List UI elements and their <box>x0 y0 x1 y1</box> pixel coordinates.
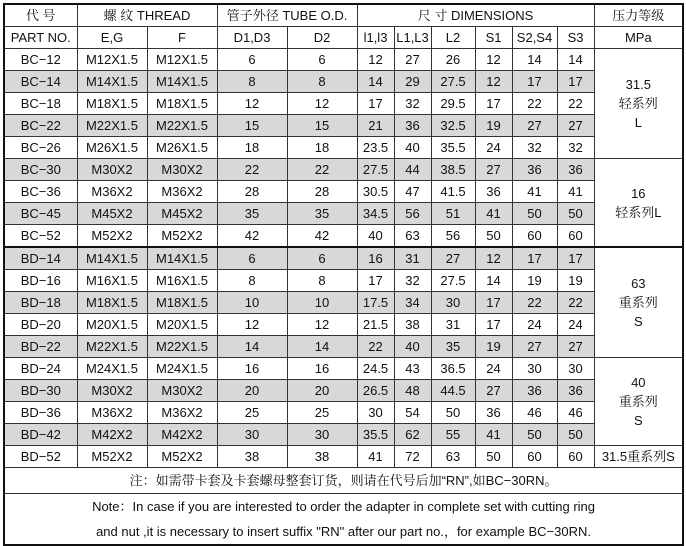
cell-thread-eg: M24X1.5 <box>77 358 147 380</box>
cell-s1: 36 <box>475 181 512 203</box>
header-tube-od: 管子外径 TUBE O.D. <box>217 4 357 27</box>
cell-l1l3: 24.5 <box>357 358 394 380</box>
cell-l2: 50 <box>431 402 475 424</box>
cell-l1l3: 17 <box>357 93 394 115</box>
pressure-group <box>594 358 683 446</box>
table-row <box>4 446 683 468</box>
cell-L1L3: 48 <box>394 380 431 402</box>
cell-part-no: BC−52 <box>4 225 77 248</box>
table-row <box>4 203 683 225</box>
cell-s2s4: 17 <box>512 71 557 93</box>
cell-s2s4: 22 <box>512 93 557 115</box>
cell-d2: 6 <box>287 49 357 71</box>
cell-l1l3: 21.5 <box>357 314 394 336</box>
cell-part-no: BC−30 <box>4 159 77 181</box>
cell-s3: 27 <box>557 115 594 137</box>
cell-part-no: BC−26 <box>4 137 77 159</box>
cell-l1l3: 40 <box>357 225 394 248</box>
header-d2: D2 <box>287 27 357 49</box>
cell-d1d3: 30 <box>217 424 287 446</box>
cell-s1: 19 <box>475 336 512 358</box>
cell-L1L3: 40 <box>394 336 431 358</box>
cell-s1: 14 <box>475 270 512 292</box>
cell-l1l3: 16 <box>357 247 394 270</box>
cell-s1: 17 <box>475 292 512 314</box>
cell-thread-eg: M52X2 <box>77 446 147 468</box>
cell-d1d3: 16 <box>217 358 287 380</box>
note-cn: 注：如需带卡套及卡套螺母整套订货，则请在代号后加“RN”,如BC−30RN。 <box>4 468 683 494</box>
cell-d2: 14 <box>287 336 357 358</box>
cell-d1d3: 10 <box>217 292 287 314</box>
cell-l1l3: 23.5 <box>357 137 394 159</box>
cell-s2s4: 19 <box>512 270 557 292</box>
cell-d2: 8 <box>287 270 357 292</box>
cell-part-no: BC−12 <box>4 49 77 71</box>
cell-d2: 10 <box>287 292 357 314</box>
cell-part-no: BD−16 <box>4 270 77 292</box>
pressure-tag: S <box>633 413 643 428</box>
table-row <box>4 358 683 380</box>
cell-d1d3: 38 <box>217 446 287 468</box>
cell-s1: 36 <box>475 402 512 424</box>
cell-thread-eg: M14X1.5 <box>77 71 147 93</box>
table-row <box>4 225 683 248</box>
cell-s3: 24 <box>557 314 594 336</box>
cell-s1: 50 <box>475 446 512 468</box>
table-row <box>4 71 683 93</box>
cell-part-no: BD−42 <box>4 424 77 446</box>
cell-d2: 42 <box>287 225 357 248</box>
cell-part-no: BD−14 <box>4 247 77 270</box>
cell-L1L3: 44 <box>394 159 431 181</box>
cell-s2s4: 50 <box>512 424 557 446</box>
cell-l2: 27.5 <box>431 270 475 292</box>
cell-l2: 44.5 <box>431 380 475 402</box>
header-d1d3: D1,D3 <box>217 27 287 49</box>
cell-d1d3: 35 <box>217 203 287 225</box>
cell-thread-eg: M30X2 <box>77 380 147 402</box>
cell-d1d3: 14 <box>217 336 287 358</box>
table-row <box>4 380 683 402</box>
cell-l1l3: 17.5 <box>357 292 394 314</box>
cell-thread-eg: M45X2 <box>77 203 147 225</box>
cell-s1: 50 <box>475 225 512 248</box>
cell-l1l3: 22 <box>357 336 394 358</box>
cell-d2: 22 <box>287 159 357 181</box>
cell-s3: 50 <box>557 424 594 446</box>
pressure-cls: 轻系列 <box>618 96 658 111</box>
cell-s3: 41 <box>557 181 594 203</box>
cell-d1d3: 8 <box>217 71 287 93</box>
cell-l2: 41.5 <box>431 181 475 203</box>
note-row-cn <box>4 468 683 494</box>
cell-l1l3: 41 <box>357 446 394 468</box>
cell-s3: 22 <box>557 93 594 115</box>
cell-s2s4: 30 <box>512 358 557 380</box>
cell-part-no: BD−22 <box>4 336 77 358</box>
cell-l2: 30 <box>431 292 475 314</box>
cell-thread-eg: M36X2 <box>77 402 147 424</box>
cell-L1L3: 31 <box>394 247 431 270</box>
cell-l2: 35 <box>431 336 475 358</box>
cell-s2s4: 27 <box>512 115 557 137</box>
cell-d2: 12 <box>287 93 357 115</box>
note-en-1: Note：In case if you are interested to order the adapter in complete set with cutting ring <box>4 494 683 520</box>
header-thread-f: F <box>147 27 217 49</box>
cell-s1: 27 <box>475 380 512 402</box>
cell-L1L3: 62 <box>394 424 431 446</box>
cell-s3: 27 <box>557 336 594 358</box>
table-row <box>4 402 683 424</box>
cell-d2: 20 <box>287 380 357 402</box>
table-row <box>4 181 683 203</box>
cell-l1l3: 35.5 <box>357 424 394 446</box>
cell-s3: 36 <box>557 159 594 181</box>
spec-table-container <box>3 3 684 546</box>
pressure-value: 40 <box>631 375 646 390</box>
cell-part-no: BC−14 <box>4 71 77 93</box>
cell-s1: 17 <box>475 93 512 115</box>
cell-d1d3: 20 <box>217 380 287 402</box>
cell-s3: 60 <box>557 225 594 248</box>
cell-part-no: BD−20 <box>4 314 77 336</box>
cell-s1: 12 <box>475 71 512 93</box>
cell-s1: 12 <box>475 247 512 270</box>
cell-s2s4: 22 <box>512 292 557 314</box>
header-row-2 <box>4 27 683 49</box>
header-part-no-cn: 代 号 <box>4 4 77 27</box>
cell-part-no: BC−18 <box>4 93 77 115</box>
header-pressure-cn: 压力等级 <box>594 4 683 27</box>
cell-s2s4: 60 <box>512 225 557 248</box>
cell-l1l3: 27.5 <box>357 159 394 181</box>
header-pressure-unit: MPa <box>594 27 683 49</box>
cell-s2s4: 14 <box>512 49 557 71</box>
pressure-group <box>594 159 683 248</box>
cell-thread-f: M52X2 <box>147 446 217 468</box>
cell-s3: 50 <box>557 203 594 225</box>
cell-l2: 55 <box>431 424 475 446</box>
cell-thread-f: M20X1.5 <box>147 314 217 336</box>
cell-s1: 41 <box>475 203 512 225</box>
pressure-cls: 重系列 <box>618 295 658 310</box>
cell-thread-f: M12X1.5 <box>147 49 217 71</box>
cell-d1d3: 6 <box>217 247 287 270</box>
cell-thread-eg: M36X2 <box>77 181 147 203</box>
cell-d1d3: 22 <box>217 159 287 181</box>
note-row-en-1 <box>4 494 683 520</box>
cell-L1L3: 38 <box>394 314 431 336</box>
cell-l1l3: 12 <box>357 49 394 71</box>
cell-d2: 18 <box>287 137 357 159</box>
cell-L1L3: 32 <box>394 93 431 115</box>
pressure-group <box>594 49 683 159</box>
cell-l1l3: 21 <box>357 115 394 137</box>
table-row <box>4 159 683 181</box>
cell-s2s4: 17 <box>512 247 557 270</box>
cell-s2s4: 32 <box>512 137 557 159</box>
cell-d2: 8 <box>287 71 357 93</box>
cell-part-no: BD−30 <box>4 380 77 402</box>
cell-part-no: BC−36 <box>4 181 77 203</box>
cell-s1: 41 <box>475 424 512 446</box>
cell-s3: 14 <box>557 49 594 71</box>
cell-part-no: BD−18 <box>4 292 77 314</box>
cell-thread-eg: M52X2 <box>77 225 147 248</box>
cell-s2s4: 36 <box>512 159 557 181</box>
cell-s3: 17 <box>557 71 594 93</box>
table-row <box>4 93 683 115</box>
cell-l2: 31 <box>431 314 475 336</box>
cell-thread-eg: M26X1.5 <box>77 137 147 159</box>
cell-d1d3: 12 <box>217 93 287 115</box>
cell-d1d3: 15 <box>217 115 287 137</box>
note-row-en-2 <box>4 519 683 545</box>
cell-thread-eg: M42X2 <box>77 424 147 446</box>
cell-s2s4: 41 <box>512 181 557 203</box>
cell-L1L3: 40 <box>394 137 431 159</box>
cell-d2: 12 <box>287 314 357 336</box>
table-row <box>4 247 683 270</box>
cell-d1d3: 28 <box>217 181 287 203</box>
cell-thread-f: M26X1.5 <box>147 137 217 159</box>
header-s2s4: S2,S4 <box>512 27 557 49</box>
cell-d2: 16 <box>287 358 357 380</box>
cell-thread-f: M16X1.5 <box>147 270 217 292</box>
cell-L1L3: 72 <box>394 446 431 468</box>
pressure-group <box>594 446 683 468</box>
header-thread-eg: E,G <box>77 27 147 49</box>
cell-d2: 25 <box>287 402 357 424</box>
header-L1L3: L1,L3 <box>394 27 431 49</box>
cell-s2s4: 24 <box>512 314 557 336</box>
cell-thread-f: M14X1.5 <box>147 247 217 270</box>
cell-thread-f: M18X1.5 <box>147 93 217 115</box>
table-row <box>4 424 683 446</box>
cell-thread-f: M22X1.5 <box>147 115 217 137</box>
cell-l2: 26 <box>431 49 475 71</box>
cell-L1L3: 29 <box>394 71 431 93</box>
cell-thread-eg: M18X1.5 <box>77 292 147 314</box>
cell-thread-f: M42X2 <box>147 424 217 446</box>
table-row <box>4 137 683 159</box>
cell-L1L3: 27 <box>394 49 431 71</box>
cell-thread-eg: M16X1.5 <box>77 270 147 292</box>
pressure-tag: S <box>633 314 643 329</box>
cell-l2: 29.5 <box>431 93 475 115</box>
cell-l2: 27 <box>431 247 475 270</box>
cell-l1l3: 17 <box>357 270 394 292</box>
header-l1l3: l1,l3 <box>357 27 394 49</box>
pressure-value: 31.5重系列S <box>601 449 675 464</box>
table-row <box>4 115 683 137</box>
cell-L1L3: 36 <box>394 115 431 137</box>
cell-d1d3: 8 <box>217 270 287 292</box>
table-row <box>4 292 683 314</box>
header-l2: L2 <box>431 27 475 49</box>
cell-s1: 17 <box>475 314 512 336</box>
note-en-2: and nut ,it is necessary to insert suffix "RN" after our part no.，for example BC−30RN. <box>4 519 683 545</box>
cell-thread-eg: M14X1.5 <box>77 247 147 270</box>
cell-thread-eg: M30X2 <box>77 159 147 181</box>
cell-d2: 6 <box>287 247 357 270</box>
cell-s1: 24 <box>475 358 512 380</box>
cell-L1L3: 43 <box>394 358 431 380</box>
cell-l1l3: 30.5 <box>357 181 394 203</box>
cell-s1: 27 <box>475 159 512 181</box>
cell-s2s4: 50 <box>512 203 557 225</box>
cell-thread-f: M36X2 <box>147 181 217 203</box>
cell-d1d3: 12 <box>217 314 287 336</box>
pressure-group <box>594 247 683 358</box>
cell-l2: 36.5 <box>431 358 475 380</box>
spec-table <box>3 3 684 546</box>
pressure-value: 63 <box>631 276 646 291</box>
cell-d2: 35 <box>287 203 357 225</box>
cell-part-no: BD−52 <box>4 446 77 468</box>
cell-thread-f: M30X2 <box>147 159 217 181</box>
pressure-tag: L <box>634 115 642 130</box>
cell-thread-eg: M20X1.5 <box>77 314 147 336</box>
cell-d2: 38 <box>287 446 357 468</box>
cell-thread-f: M36X2 <box>147 402 217 424</box>
cell-L1L3: 34 <box>394 292 431 314</box>
cell-d2: 30 <box>287 424 357 446</box>
cell-thread-f: M18X1.5 <box>147 292 217 314</box>
cell-s1: 12 <box>475 49 512 71</box>
cell-thread-eg: M22X1.5 <box>77 336 147 358</box>
pressure-value: 16 <box>631 185 646 201</box>
cell-s3: 60 <box>557 446 594 468</box>
cell-s2s4: 27 <box>512 336 557 358</box>
table-row <box>4 336 683 358</box>
cell-s2s4: 60 <box>512 446 557 468</box>
table-row <box>4 270 683 292</box>
header-s1: S1 <box>475 27 512 49</box>
cell-l2: 56 <box>431 225 475 248</box>
cell-l2: 27.5 <box>431 71 475 93</box>
cell-l2: 51 <box>431 203 475 225</box>
cell-part-no: BC−45 <box>4 203 77 225</box>
pressure-value: 31.5 <box>625 77 651 92</box>
cell-part-no: BC−22 <box>4 115 77 137</box>
cell-thread-eg: M22X1.5 <box>77 115 147 137</box>
cell-thread-f: M45X2 <box>147 203 217 225</box>
cell-L1L3: 47 <box>394 181 431 203</box>
cell-d2: 15 <box>287 115 357 137</box>
table-row <box>4 314 683 336</box>
cell-d2: 28 <box>287 181 357 203</box>
cell-thread-f: M22X1.5 <box>147 336 217 358</box>
cell-s3: 17 <box>557 247 594 270</box>
cell-thread-f: M14X1.5 <box>147 71 217 93</box>
cell-l1l3: 34.5 <box>357 203 394 225</box>
cell-l2: 38.5 <box>431 159 475 181</box>
cell-L1L3: 63 <box>394 225 431 248</box>
header-dimensions: 尺 寸 DIMENSIONS <box>357 4 594 27</box>
cell-s3: 36 <box>557 380 594 402</box>
cell-part-no: BD−36 <box>4 402 77 424</box>
cell-thread-eg: M12X1.5 <box>77 49 147 71</box>
cell-s3: 30 <box>557 358 594 380</box>
cell-s3: 22 <box>557 292 594 314</box>
cell-l2: 63 <box>431 446 475 468</box>
pressure-cls: 重系列 <box>618 394 658 409</box>
header-s3: S3 <box>557 27 594 49</box>
cell-d1d3: 6 <box>217 49 287 71</box>
cell-d1d3: 18 <box>217 137 287 159</box>
header-row-1 <box>4 4 683 27</box>
header-thread: 螺 纹 THREAD <box>77 4 217 27</box>
cell-l2: 35.5 <box>431 137 475 159</box>
cell-l1l3: 30 <box>357 402 394 424</box>
cell-s1: 24 <box>475 137 512 159</box>
cell-s1: 19 <box>475 115 512 137</box>
cell-s3: 46 <box>557 402 594 424</box>
cell-s2s4: 46 <box>512 402 557 424</box>
table-row <box>4 49 683 71</box>
cell-L1L3: 56 <box>394 203 431 225</box>
cell-L1L3: 32 <box>394 270 431 292</box>
cell-l1l3: 26.5 <box>357 380 394 402</box>
cell-thread-f: M24X1.5 <box>147 358 217 380</box>
cell-part-no: BD−24 <box>4 358 77 380</box>
header-part-no: PART NO. <box>4 27 77 49</box>
cell-thread-f: M30X2 <box>147 380 217 402</box>
cell-s3: 32 <box>557 137 594 159</box>
cell-s2s4: 36 <box>512 380 557 402</box>
cell-thread-f: M52X2 <box>147 225 217 248</box>
cell-s3: 19 <box>557 270 594 292</box>
cell-l1l3: 14 <box>357 71 394 93</box>
cell-L1L3: 54 <box>394 402 431 424</box>
cell-d1d3: 42 <box>217 225 287 248</box>
cell-d1d3: 25 <box>217 402 287 424</box>
cell-l2: 32.5 <box>431 115 475 137</box>
pressure-cls: 轻系列L <box>615 204 662 220</box>
cell-thread-eg: M18X1.5 <box>77 93 147 115</box>
